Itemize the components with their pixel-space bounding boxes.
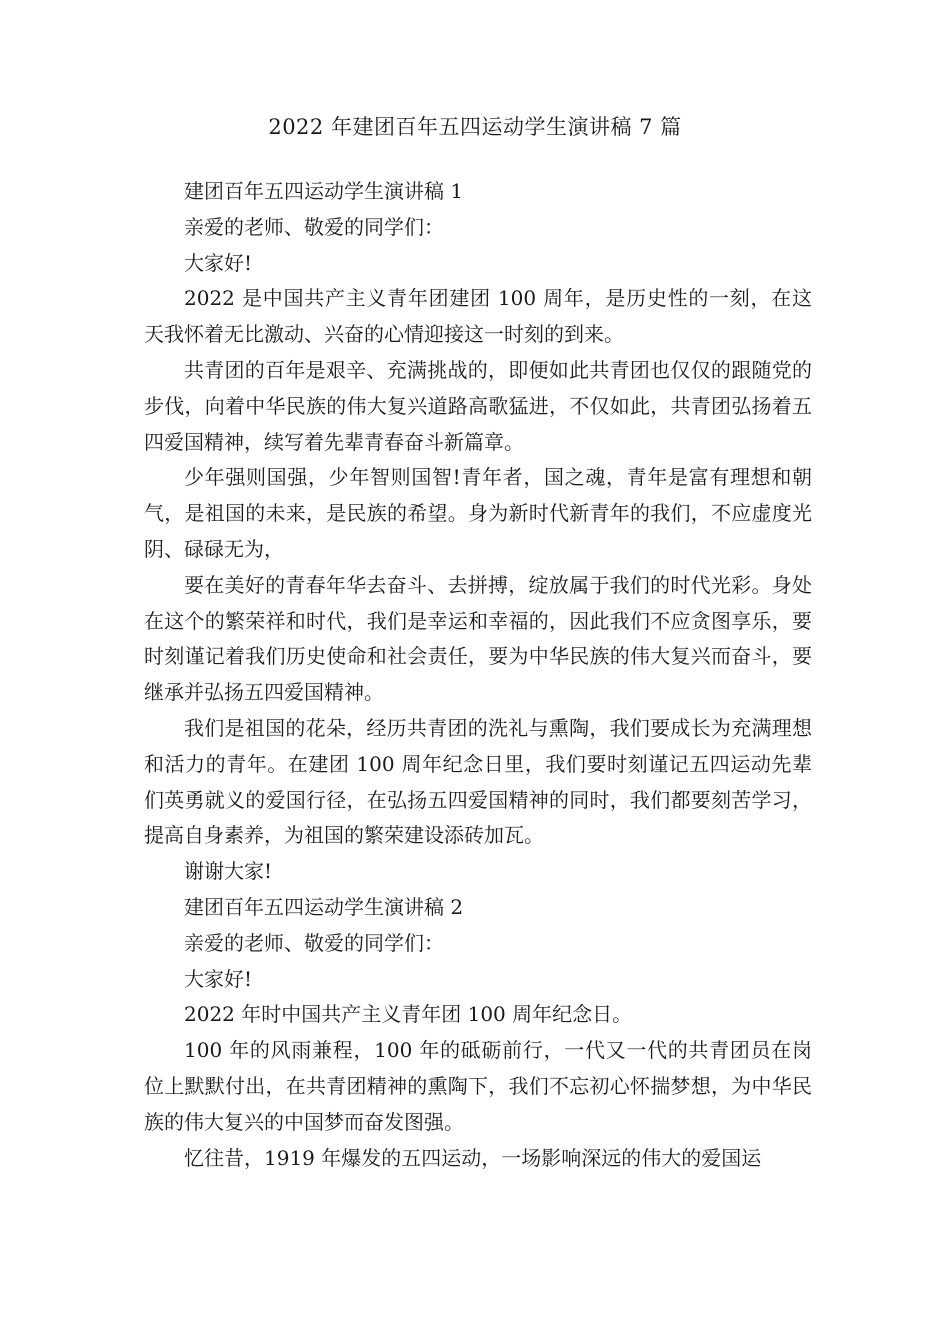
greeting: 大家好! <box>184 250 253 275</box>
paragraph: 2022 是中国共产主义青年团建团 100 周年，是历史性的一刻，在这天我怀着无比激动、兴奋的心情迎接这一时刻的到来。 <box>144 286 812 347</box>
paragraph: 共青团的百年是艰辛、充满挑战的，即便如此共青团也仅仅的跟随党的步伐，向着中华民族的伟大复兴道路高歌猛进，不仅如此，共青团弘扬着五四爱国精神，续写着先辈青春奋斗新篇章。 <box>144 357 812 454</box>
salutation: 亲爱的老师、敬爱的同学们： <box>184 214 444 239</box>
paragraph: 忆往昔，1919 年爆发的五四运动，一场影响深远的伟大的爱国运 <box>184 1145 762 1170</box>
greeting: 大家好! <box>184 966 253 991</box>
section-heading-1: 建团百年五四运动学生演讲稿 1 <box>184 179 464 203</box>
document-title: 2022 年建团百年五四运动学生演讲稿 7 篇 <box>268 115 682 139</box>
paragraph: 要在美好的青春年华去奋斗、去拼搏，绽放属于我们的时代光彩。身处在这个的繁荣祥和时代，我们是幸运和幸福的，因此我们不应贪图享乐，要时刻谨记着我们历史使命和社会责任，要为中华民族的伟大复兴而奋斗，要继承并弘扬五四爱国精神。 <box>144 572 812 705</box>
section-heading-2: 建团百年五四运动学生演讲稿 2 <box>184 894 464 919</box>
paragraph: 100 年的风雨兼程，100 年的砥砺前行，一代又一代的共青团员在岗位上默默付出，在共青团精神的熏陶下，我们不忘初心怀揣梦想，为中华民族的伟大复兴的中国梦而奋发图强。 <box>144 1038 812 1134</box>
paragraph: 2022 年时中国共产主义青年团 100 周年纪念日。 <box>184 1002 633 1027</box>
document-body <box>144 174 812 1176</box>
salutation: 亲爱的老师、敬爱的同学们： <box>184 930 444 955</box>
paragraph: 少年强则国强，少年智则国智!青年者，国之魂，青年是富有理想和朝气，是祖国的未来，是民族的希望。身为新时代新青年的我们，不应虚度光阴、碌碌无为， <box>144 465 812 561</box>
closing: 谢谢大家! <box>184 859 273 884</box>
paragraph: 我们是祖国的花朵，经历共青团的洗礼与熏陶，我们要成长为充满理想和活力的青年。在建团 100 周年纪念日里，我们要时刻谨记五四运动先辈们英勇就义的爱国行径，在弘扬五四爱国精神的同时，我们都要刻苦学习，提高自身素养，为祖国的繁荣建设添砖加瓦。 <box>144 715 812 848</box>
